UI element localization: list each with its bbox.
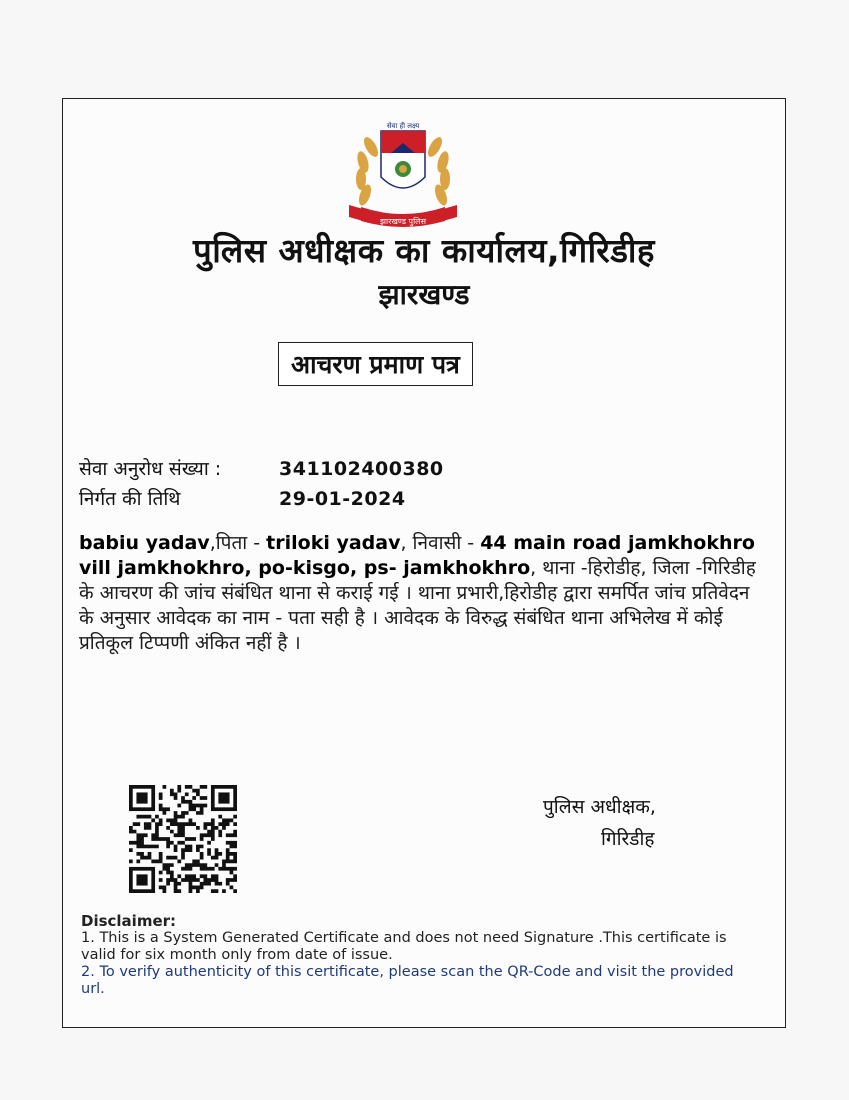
father-name: triloki yadav (266, 532, 401, 554)
request-number-row (79, 454, 444, 484)
issue-date-label: निर्गत की तिथि (79, 488, 181, 510)
disclaimer-heading: Disclaimer: (81, 912, 177, 930)
state-title: झारखण्ड (378, 278, 470, 311)
emblem-motto: सेवा ही लक्ष्य (386, 122, 420, 130)
signatory-place: गिरिडीह (601, 828, 655, 850)
issue-date-row (79, 484, 444, 514)
certificate-meta (79, 454, 444, 514)
applicant-name: babiu yadav (79, 532, 210, 554)
disclaimer-item-1: 1. This is a System Generated Certificate and does not need Signature .This certificate is valid for six month only from date of issue. (81, 930, 727, 963)
request-number-value: 341102400380 (279, 458, 444, 480)
request-number-label: सेवा अनुरोध संख्या : (79, 458, 222, 480)
disclaimer (81, 913, 761, 998)
disclaimer-item-2: 2. To verify authenticity of this certificate, please scan the QR-Code and visit the provided url. (81, 964, 734, 997)
office-title: पुलिस अधीक्षक का कार्यालय,गिरिडीह (193, 231, 655, 270)
issue-date-value: 29-01-2024 (279, 488, 406, 510)
father-label: ,पिता - (209, 532, 267, 554)
qr-code-icon[interactable] (129, 785, 237, 893)
police-emblem-icon (333, 117, 473, 237)
body-rest: , थाना -हिरोडीह, जिला -गिरिडीह के आचरण की जांच संबंधित थाना से कराई गई । थाना प्रभारी,हिरोडीह द्वारा समर्पित जांच प्रतिवेदन के अनुसार आवेदक का नाम - पता सही है । आवेदक के विरुद्ध संबंधित थाना अभिलेख में कोई प्रतिकूल टिप्पणी अंकित नहीं है । (79, 557, 756, 654)
applicant-address: 44 main road jamkhokhro vill jamkhokhro, po-kisgo, ps- jamkhokhro (79, 532, 755, 579)
certificate-title: आचरण प्रमाण पत्र (278, 342, 473, 386)
signature-block (543, 791, 656, 855)
signatory-designation: पुलिस अधीक्षक, (543, 796, 656, 818)
certificate-page (62, 98, 786, 1028)
certificate-body (79, 531, 759, 656)
emblem-ribbon-text: झारखण्ड पुलिस (379, 217, 427, 226)
resident-label: , निवासी - (400, 532, 481, 554)
